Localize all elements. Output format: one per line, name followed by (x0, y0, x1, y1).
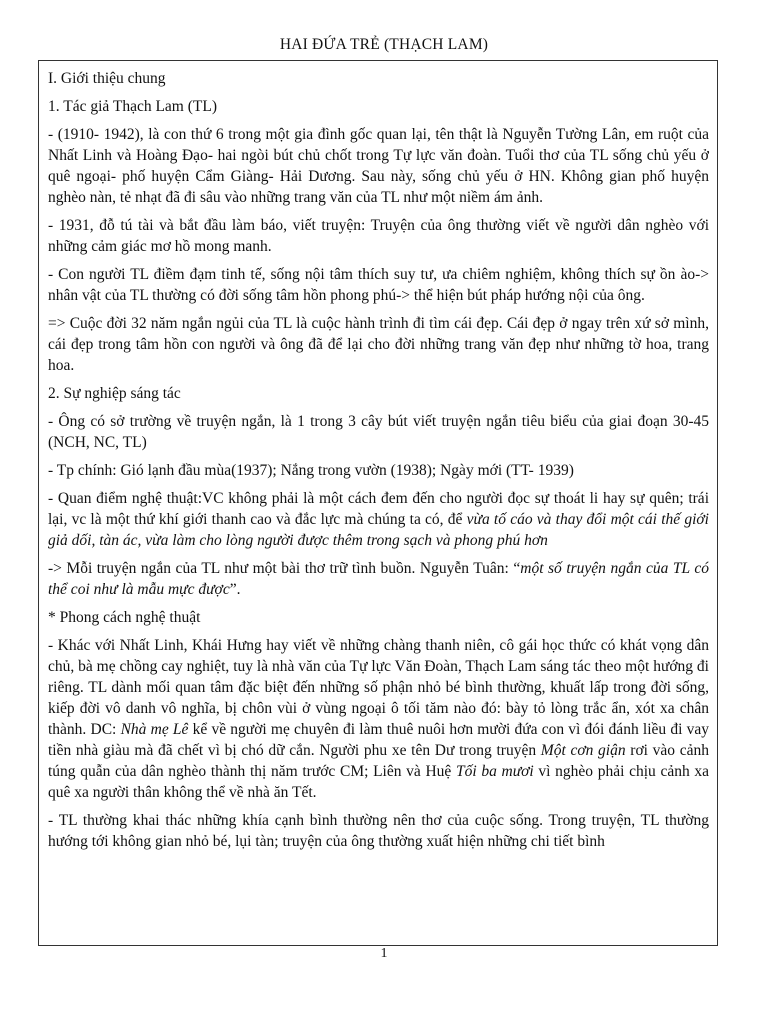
paragraph-art-view (48, 488, 709, 551)
paragraph-style-direction (48, 635, 709, 803)
paragraph-journalism: - 1931, đỗ tú tài và bắt đầu làm báo, viết truyện: Truyện của ông thường viết về người dân nghèo với những cảm giác mơ hồ mong manh. (48, 217, 709, 255)
section-heading-career: 2. Sự nghiệp sáng tác (48, 385, 181, 402)
page-number: 1 (380, 946, 388, 961)
paragraph-strength: - Ông có sở trường về truyện ngắn, là 1 trong 3 cây bút viết truyện ngắn tiêu biểu của giai đoạn 30-45 (NCH, NC, TL) (48, 413, 709, 451)
section-heading-author: 1. Tác giả Thạch Lam (TL) (48, 98, 217, 115)
style-text-3: rơi vào cảnh túng quẫn của dân nghèo thành thị năm trước CM; Liên và Huệ (48, 742, 709, 780)
work-title-nha-me-le: Nhà mẹ Lê (120, 721, 189, 738)
art-view-text: - Quan điểm nghệ thuật:VC không phải là một cách đem đến cho người đọc sự thoát li hay sự quên; trái lại, vc là một thứ khí giới thanh cao và đắc lực mà chúng ta có, để (48, 490, 709, 528)
paragraph-style-aspects: - TL thường khai thác những khía cạnh bình thường nên thơ của cuộc sống. Trong truyện, TL thường hướng tới không gian nhỏ bé, lụi tàn; truyện của ông thường xuất hiện những chi tiết bình (48, 812, 709, 850)
paragraph-biography: - (1910- 1942), là con thứ 6 trong một gia đình gốc quan lại, tên thật là Nguyễn Tường Lân, em ruột của Nhất Linh và Hoàng Đạo- hai ngòi bút chủ chốt trong Tự lực văn đoàn. Tuổi thơ của TL sống chủ yếu ở quê ngoại- phố huyện Cẩm Giàng- Hải Dương. Sau này, sống chủ yếu ở HN. Không gian phố huyện nghèo nàn, tẻ nhạt đã đi sâu vào những trang văn của TL như một niềm ám ảnh. (48, 126, 709, 206)
work-title-mot-con-gian: Một cơn giận (540, 742, 626, 759)
nguyen-tuan-close: ”. (229, 581, 241, 598)
paragraph-nguyen-tuan (48, 558, 709, 600)
style-text-2: kể về người mẹ chuyên đi làm thuê nuôi hơn mười đứa con vì đói đánh liều đi vay tiền nhà giàu mà đã chết vì bị chó dữ cắn. Người phu xe tên Dư trong truyện (48, 721, 709, 759)
content-box (38, 60, 718, 946)
style-text-1: - Khác với Nhất Linh, Khái Hưng hay viết về những chàng thanh niên, cô gái học thức có khát vọng dân chủ, bà mẹ chồng cay nghiệt, tuy là nhà văn của Tự lực Văn Đoàn, Thạch Lam sáng tác theo một hướng đi riêng. TL dành mối quan tâm đặc biệt đến những số phận nhỏ bé bình thường, khuất lấp trong đời sống, kiếp đời vô danh vô nghĩa, bị chôn vùi ở vùng ngoại ô tối tăm nào đó: bày tỏ lòng trắc ẩn, xót xa chân thành. DC: (48, 637, 709, 738)
paragraph-conclusion: => Cuộc đời 32 năm ngắn ngủi của TL là cuộc hành trình đi tìm cái đẹp. Cái đẹp ở ngay trên xứ sở mình, cái đẹp trong tâm hồn con người và ông đã để lại cho đời những trang văn đẹp như những tờ hoa, trang hoa. (48, 315, 709, 374)
paragraph-works: - Tp chính: Gió lạnh đầu mùa(1937); Nắng trong vườn (1938); Ngày mới (TT- 1939) (48, 462, 574, 479)
section-heading-intro: I. Giới thiệu chung (48, 70, 166, 87)
nguyen-tuan-quote: một số truyện ngắn của TL có thể coi như là mẫu mực được (48, 560, 709, 598)
nguyen-tuan-text: -> Mỗi truyện ngắn của TL như một bài thơ trữ tình buồn. Nguyễn Tuân: “ (48, 560, 521, 577)
paragraph-personality: - Con người TL điềm đạm tinh tế, sống nội tâm thích suy tư, ưa chiêm nghiệm, không thích sự ồn ào-> nhân vật của TL thường có đời sống tâm hồn phong phú-> thể hiện bút pháp hướng nội của ông. (48, 266, 709, 304)
page-title: HAI ĐỨA TRẺ (THẠCH LAM) (279, 36, 489, 53)
section-heading-style: * Phong cách nghệ thuật (48, 609, 201, 626)
work-title-toi-ba-muoi: Tối ba mươi (455, 763, 534, 780)
art-view-quote: vừa tố cáo và thay đổi một cái thế giới giả dối, tàn ác, vừa làm cho lòng người được thêm trong sạch và phong phú hơn (48, 511, 709, 549)
style-text-4: vì nghèo phải chịu cảnh xa quê xa người thân không thể về nhà ăn Tết. (48, 763, 710, 801)
